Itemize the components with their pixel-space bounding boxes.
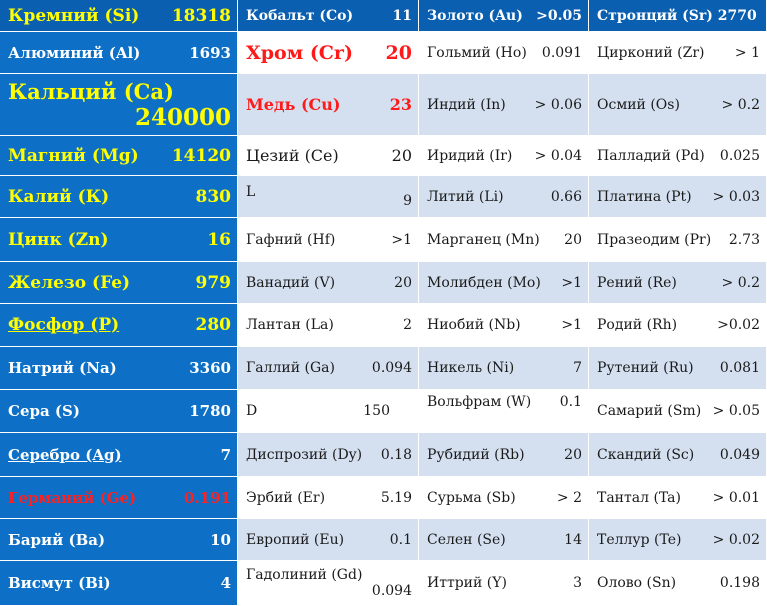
table-cell <box>238 347 419 390</box>
element-value: 0.66 <box>550 188 582 205</box>
element-value: >1 <box>391 231 412 248</box>
table-cell <box>419 561 589 606</box>
table-cell <box>238 218 419 262</box>
element-name: Кремний (Si) <box>8 5 140 26</box>
element-value: 23 <box>389 95 412 114</box>
element-name: Вольфрам (W) <box>427 394 532 410</box>
table-cell <box>0 176 238 218</box>
element-name: Сера (S) <box>8 402 80 420</box>
table-cell <box>0 390 238 433</box>
table-cell <box>589 176 767 218</box>
element-name: Празеодим (Pr) <box>597 231 712 248</box>
element-value: > 0.2 <box>721 274 760 291</box>
element-name: Ванадий (V) <box>246 274 336 291</box>
element-value: 7 <box>573 360 582 376</box>
element-value: > 0.02 <box>712 531 760 548</box>
element-name: Гафний (Hf) <box>246 231 336 248</box>
table-cell <box>589 433 767 477</box>
element-name: Магний (Mg) <box>8 145 139 166</box>
table-cell <box>238 304 419 347</box>
element-name: Серебро (Ag) <box>8 445 122 464</box>
element-value: 4 <box>220 574 231 592</box>
element-value: 11 <box>392 7 412 24</box>
element-name: Родий (Rh) <box>597 317 678 333</box>
element-name: Золото (Au) <box>427 7 523 24</box>
element-value: 0.191 <box>184 488 231 507</box>
element-value: 20 <box>394 274 412 291</box>
table-cell <box>238 433 419 477</box>
element-name: D <box>246 403 258 419</box>
element-value: 1693 <box>189 43 231 62</box>
element-name: Ниобий (Nb) <box>427 317 521 333</box>
element-name: Фосфор (P) <box>8 315 120 335</box>
table-cell <box>419 477 589 519</box>
table-cell <box>419 218 589 262</box>
element-name: Стронций (Sr) 2770 <box>597 7 757 24</box>
table-cell <box>238 262 419 304</box>
element-name: L <box>246 184 256 200</box>
table-cell <box>589 561 767 606</box>
table-cell <box>419 32 589 74</box>
table-cell <box>419 0 589 32</box>
element-value: 0.094 <box>371 360 412 376</box>
table-cell <box>238 32 419 74</box>
element-name: Барий (Ba) <box>8 530 106 549</box>
element-name: Литий (Li) <box>427 188 504 205</box>
table-cell <box>238 477 419 519</box>
table-cell <box>0 218 238 262</box>
element-name: Теллур (Te) <box>597 531 682 548</box>
element-name: Калий (К) <box>8 186 110 207</box>
element-value: >1 <box>561 274 582 291</box>
element-name: Цирконий (Zr) <box>597 44 705 61</box>
element-name: Марганец (Mn) <box>427 231 540 248</box>
element-name: Самарий (Sm) <box>597 403 702 419</box>
element-value: 0.1 <box>389 531 412 548</box>
table-cell <box>0 519 238 561</box>
element-value: 1780 <box>189 402 231 420</box>
element-value: 10 <box>210 530 231 549</box>
table-cell <box>419 304 589 347</box>
table-cell <box>238 176 419 218</box>
element-name: Сурьма (Sb) <box>427 489 516 506</box>
table-cell <box>589 390 767 433</box>
element-value: 979 <box>195 272 231 293</box>
table-cell <box>419 519 589 561</box>
table-cell <box>419 262 589 304</box>
table-cell <box>419 390 589 433</box>
element-name: Эрбий (Er) <box>246 489 326 506</box>
element-value: 0.094 <box>371 583 412 599</box>
element-name: Никель (Ni) <box>427 360 515 376</box>
table-cell <box>419 347 589 390</box>
element-value: 20 <box>385 41 412 64</box>
element-value: 20 <box>564 446 582 463</box>
element-name: Рубидий (Rb) <box>427 446 525 463</box>
table-cell <box>589 74 767 136</box>
element-name: Лантан (La) <box>246 317 334 333</box>
element-value: 20 <box>391 146 412 165</box>
element-value: > 0.06 <box>534 96 582 113</box>
element-value: 7 <box>220 445 231 464</box>
element-name: Тантал (Ta) <box>597 489 681 506</box>
element-value: 9 <box>403 193 412 209</box>
element-value: 830 <box>195 186 231 207</box>
table-cell <box>0 74 238 136</box>
table-cell <box>589 262 767 304</box>
element-value: > 2 <box>556 489 582 506</box>
element-value: >0.02 <box>717 317 760 333</box>
element-value: 3360 <box>189 359 231 377</box>
table-cell <box>238 0 419 32</box>
table-cell <box>419 176 589 218</box>
element-name: Олово (Sn) <box>597 575 677 591</box>
element-name: Иридий (Ir) <box>427 147 513 164</box>
element-value: 280 <box>195 315 231 335</box>
table-cell <box>0 304 238 347</box>
table-cell <box>589 477 767 519</box>
element-value: 16 <box>207 229 231 250</box>
element-name: Молибден (Mo) <box>427 274 541 291</box>
element-name: Железо (Fe) <box>8 272 131 293</box>
element-value: > 0.2 <box>721 96 760 113</box>
table-cell <box>589 0 767 32</box>
element-name: Палладий (Pd) <box>597 147 705 164</box>
element-name: Галлий (Ga) <box>246 360 335 376</box>
element-value: >1 <box>561 317 582 333</box>
table-cell <box>589 347 767 390</box>
element-name: Висмут (Bi) <box>8 574 111 592</box>
element-name: Диспрозий (Dy) <box>246 446 363 463</box>
element-value: > 0.04 <box>534 147 582 164</box>
table-cell <box>589 304 767 347</box>
element-name: Селен (Se) <box>427 531 506 548</box>
element-value: 2.73 <box>728 231 760 248</box>
element-value: 0.025 <box>719 147 760 164</box>
element-value: > 0.01 <box>712 489 760 506</box>
table-cell <box>238 136 419 176</box>
element-name: Европий (Eu) <box>246 531 345 548</box>
element-value: 0.18 <box>380 446 412 463</box>
table-cell <box>589 32 767 74</box>
element-value: 0.081 <box>719 360 760 376</box>
element-name: Алюминий (Al) <box>8 43 141 62</box>
element-name: Осмий (Os) <box>597 96 680 113</box>
element-value: > 1 <box>734 44 760 61</box>
element-name: Цинк (Zn) <box>8 229 109 250</box>
element-name: Натрий (Na) <box>8 359 117 377</box>
table-cell <box>419 433 589 477</box>
element-value: 14120 <box>171 145 231 166</box>
element-value: > 0.03 <box>712 188 760 205</box>
element-value: 18318 <box>171 5 231 26</box>
element-value: 20 <box>564 231 582 248</box>
element-value: 0.198 <box>719 575 760 591</box>
table-cell <box>0 477 238 519</box>
element-name: Индий (In) <box>427 96 506 113</box>
table-cell <box>589 519 767 561</box>
table-cell <box>238 561 419 606</box>
element-value: 5.19 <box>380 489 412 506</box>
table-cell <box>0 262 238 304</box>
element-name: Кальций (Са) <box>8 78 174 104</box>
table-cell <box>0 136 238 176</box>
element-value: 150 <box>363 403 390 419</box>
element-name: Иттрий (Y) <box>427 575 507 591</box>
element-value: 0.1 <box>559 394 582 410</box>
element-value: 0.091 <box>541 44 582 61</box>
element-name: Кобальт (Co) <box>246 7 354 24</box>
element-name: Гольмий (Ho) <box>427 44 527 61</box>
element-value: 14 <box>564 531 582 548</box>
table-cell <box>0 561 238 606</box>
element-value: 240000 <box>134 103 231 131</box>
table-cell <box>238 519 419 561</box>
element-name: Хром (Cr) <box>246 41 353 64</box>
element-name: Гадолиний (Gd) <box>246 567 363 583</box>
table-cell <box>238 74 419 136</box>
table-cell <box>419 136 589 176</box>
table-cell <box>0 32 238 74</box>
element-value: 2 <box>403 317 412 333</box>
element-value: 3 <box>573 575 582 591</box>
table-cell <box>589 136 767 176</box>
element-value: > 0.05 <box>712 403 760 419</box>
table-cell <box>0 347 238 390</box>
element-value: 0.049 <box>719 446 760 463</box>
element-name: Рений (Re) <box>597 274 677 291</box>
element-value: >0.05 <box>536 7 582 24</box>
element-name: Германий (Ge) <box>8 488 137 507</box>
table-cell <box>0 433 238 477</box>
element-name: Медь (Cu) <box>246 95 341 114</box>
element-name: Скандий (Sc) <box>597 446 695 463</box>
table-cell <box>419 74 589 136</box>
table-cell <box>0 0 238 32</box>
element-name: Платина (Pt) <box>597 188 692 205</box>
table-cell <box>589 218 767 262</box>
element-name: Цезий (Ce) <box>246 146 339 165</box>
element-name: Рутений (Ru) <box>597 360 694 376</box>
table-cell <box>238 390 419 433</box>
